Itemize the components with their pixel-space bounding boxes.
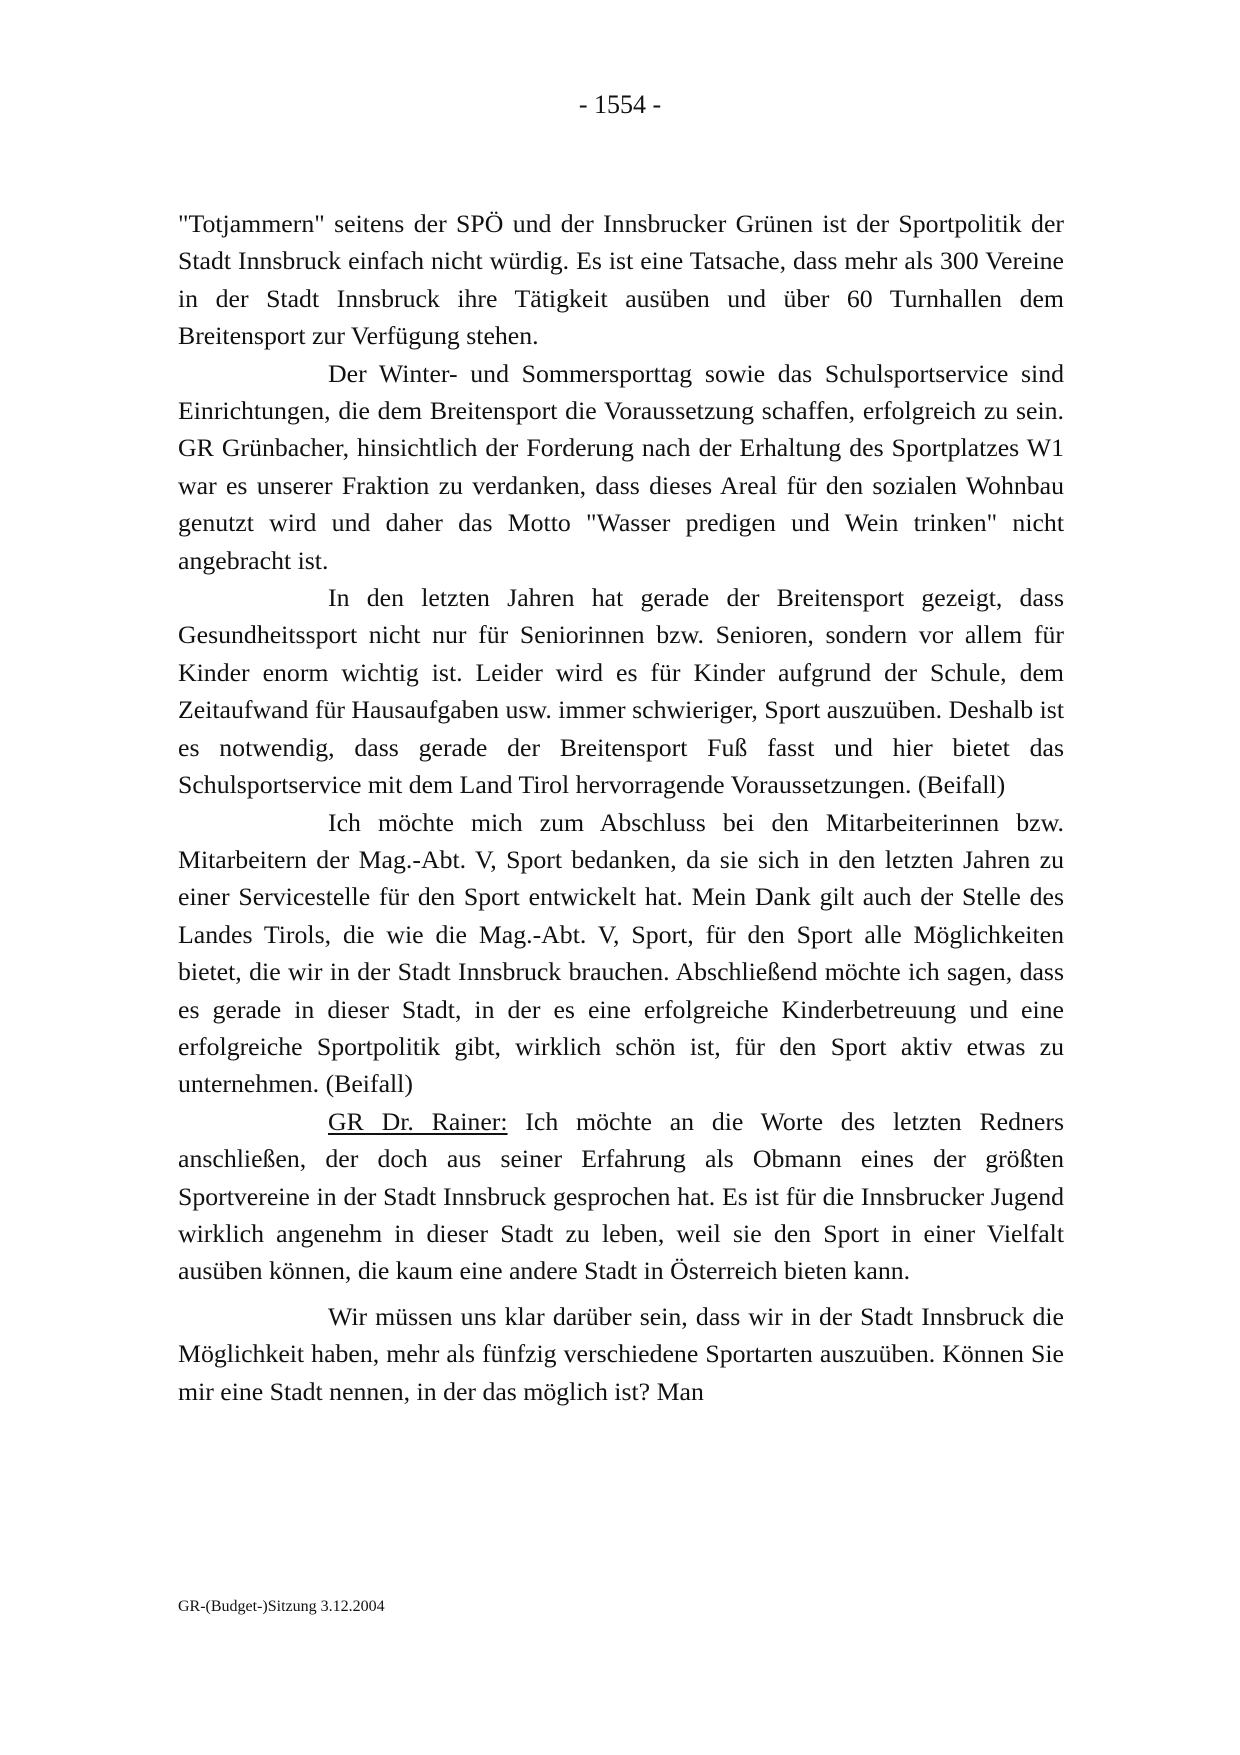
- speaker-name: GR Dr. Rainer:: [328, 1106, 508, 1136]
- paragraph-continuation: "Totjammern" seitens der SPÖ und der Innsbrucker Grünen ist der Sportpolitik der Stadt Innsbruck einfach nicht würdig. Es ist eine Tatsache, dass mehr als 300 Vereine in der Stadt Innsbruck ihre Tätigkeit ausüben und über 60 Turnhallen dem Breitensport zur Verfügung stehen.: [178, 209, 1064, 351]
- paragraph-rainer: [178, 1103, 1064, 1290]
- page-number: - 1554 -: [578, 90, 662, 119]
- paragraph-sporttag: Der Winter- und Sommersporttag sowie das Schulsportservice sind Einrichtungen, die dem Breitensport die Voraussetzung schaffen, erfolgreich zu sein. GR Grünbacher, hinsichtlich der Forderung nach der Erhaltung des Sportplatzes W1 war es unserer Fraktion zu verdanken, dass dieses Areal für den sozialen Wohnbau genutzt wird und daher das Motto "Wasser predigen und Wein trinken" nicht angebracht ist.: [178, 358, 1064, 575]
- document-body: [178, 205, 1064, 1410]
- paragraph-sportarten: Wir müssen uns klar darüber sein, dass wir in der Stadt Innsbruck die Möglichkeit haben, mehr als fünfzig verschiedene Sportarten auszuüben. Können Sie mir eine Stadt nennen, in der das möglich ist? Man: [178, 1301, 1064, 1406]
- paragraph-rainer-text: Ich möchte an die Worte des letzten Redners anschließen, der doch aus seiner Erfahrung als Obmann eines der größten Sportvereine in der Stadt Innsbruck gesprochen hat. Es ist für die Innsbrucker Jugend wirklich angenehm in dieser Stadt zu leben, weil sie den Sport in einer Vielfalt ausüben können, die kaum eine andere Stadt in Österreich bieten kann.: [178, 1106, 1064, 1286]
- page-footer: GR-(Budget-)Sitzung 3.12.2004: [178, 1598, 385, 1615]
- paragraph-breitensport: In den letzten Jahren hat gerade der Breitensport gezeigt, dass Gesundheitssport nicht nur für Seniorinnen bzw. Senioren, sondern vor allem für Kinder enorm wichtig ist. Leider wird es für Kinder aufgrund der Schule, dem Zeitaufwand für Hausaufgaben usw. immer schwieriger, Sport auszuüben. Deshalb ist es notwendig, dass gerade der Breitensport Fuß fasst und hier bietet das Schulsportservice mit dem Land Tirol hervorragende Voraussetzungen. (Beifall): [178, 583, 1064, 800]
- paragraph-dank: Ich möchte mich zum Abschluss bei den Mitarbeiterinnen bzw. Mitarbeitern der Mag.-Abt. V, Sport bedanken, da sie sich in den letzten Jahren zu einer Servicestelle für den Sport entwickelt hat. Mein Dank gilt auch der Stelle des Landes Tirols, die wie die Mag.-Abt. V, Sport, für den Sport alle Möglichkeiten bietet, die wir in der Stadt Innsbruck brauchen. Abschließend möchte ich sagen, dass es gerade in dieser Stadt, in der es eine erfolgreiche Kinderbetreuung und eine erfolgreiche Sportpolitik gibt, wirklich schön ist, für den Sport aktiv etwas zu unternehmen. (Beifall): [178, 807, 1064, 1099]
